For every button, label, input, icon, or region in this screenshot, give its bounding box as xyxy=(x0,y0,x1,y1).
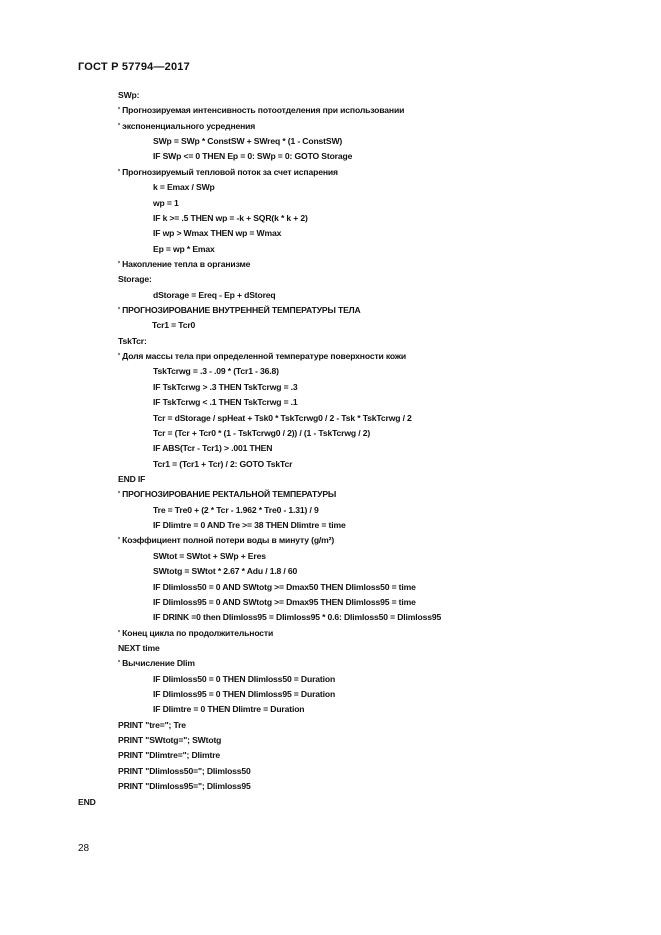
code-line: SWtot = SWtot + SWp + Eres xyxy=(153,551,266,561)
code-line: wp = 1 xyxy=(153,198,179,208)
code-line: TskTcr: xyxy=(118,336,147,346)
code-line: IF k >= .5 THEN wp = -k + SQR(k * k + 2) xyxy=(153,213,308,223)
code-line: ' Прогнозируемая интенсивность потоотделения при использовании xyxy=(118,105,405,115)
code-line: k = Emax / SWp xyxy=(153,182,215,192)
code-line: dStorage = Ereq - Ep + dStoreq xyxy=(153,290,276,300)
code-line: Tcr1 = (Tcr1 + Tcr) / 2: GOTO TskTcr xyxy=(153,459,293,469)
code-line: IF Dlimloss95 = 0 AND SWtotg >= Dmax95 THEN Dlimloss95 = time xyxy=(153,597,416,607)
code-line: IF SWp <= 0 THEN Ep = 0: SWp = 0: GOTO Storage xyxy=(153,151,353,161)
code-line: Tcr = dStorage / spHeat + Tsk0 * TskTcrwg0 / 2 - Tsk * TskTcrwg / 2 xyxy=(153,413,412,423)
code-line: SWp: xyxy=(118,90,140,100)
code-line: ' Прогнозируемый тепловой поток за счет испарения xyxy=(118,167,338,177)
code-line: PRINT "Dlimtre="; Dlimtre xyxy=(118,750,221,760)
code-line: IF Dlimloss50 = 0 AND SWtotg >= Dmax50 THEN Dlimloss50 = time xyxy=(153,582,416,592)
code-line: Ep = wp * Emax xyxy=(153,244,215,254)
code-line: PRINT "Dlimloss95="; Dlimloss95 xyxy=(118,781,251,791)
code-line: NEXT time xyxy=(118,643,160,653)
code-line: ' Коэффициент полной потери воды в минуту (g/m²) xyxy=(118,535,335,545)
page-number: 28 xyxy=(78,843,90,854)
code-line: ' Накопление тепла в организме xyxy=(118,259,251,269)
code-line: ' ПРОГНОЗИРОВАНИЕ ВНУТРЕННЕЙ ТЕМПЕРАТУРЫ ТЕЛА xyxy=(118,305,361,315)
code-line: Tre = Tre0 + (2 * Tcr - 1.962 * Tre0 - 1.31) / 9 xyxy=(153,505,319,515)
code-line: ' Конец цикла по продолжительности xyxy=(118,628,274,638)
code-line: Tcr1 = Tcr0 xyxy=(152,320,196,330)
code-line: PRINT "SWtotg="; SWtotg xyxy=(118,735,222,745)
document-header: ГОСТ Р 57794—2017 xyxy=(78,61,190,73)
code-line: IF Dlimloss50 = 0 THEN Dlimloss50 = Duration xyxy=(153,674,336,684)
code-line: IF TskTcrwg > .3 THEN TskTcrwg = .3 xyxy=(153,382,298,392)
code-line: ' экспоненциального усреднения xyxy=(118,121,256,131)
code-line: Tcr = (Tcr + Tcr0 * (1 - TskTcrwg0 / 2)) / (1 - TskTcrwg / 2) xyxy=(153,428,371,438)
code-line: PRINT "tre="; Tre xyxy=(118,720,186,730)
code-line: ' Вычисление Dlim xyxy=(118,658,195,668)
code-line: PRINT "Dlimloss50="; Dlimloss50 xyxy=(118,766,251,776)
code-line: END IF xyxy=(118,474,146,484)
code-line: IF ABS(Tcr - Tcr1) > .001 THEN xyxy=(153,443,273,453)
code-line: END xyxy=(78,797,96,807)
code-line: IF Dlimloss95 = 0 THEN Dlimloss95 = Duration xyxy=(153,689,336,699)
code-line: IF Dlimtre = 0 THEN Dlimtre = Duration xyxy=(153,704,305,714)
code-line: Storage: xyxy=(118,274,152,284)
code-line: IF Dlimtre = 0 AND Tre >= 38 THEN Dlimtre = time xyxy=(153,520,346,530)
code-line: IF DRINK =0 then Dlimloss95 = Dlimloss95 * 0.6: Dlimloss50 = Dlimloss95 xyxy=(153,612,442,622)
code-line: SWp = SWp * ConstSW + SWreq * (1 - ConstSW) xyxy=(153,136,343,146)
code-line: IF wp > Wmax THEN wp = Wmax xyxy=(153,228,282,238)
code-line: ' ПРОГНОЗИРОВАНИЕ РЕКТАЛЬНОЙ ТЕМПЕРАТУРЫ xyxy=(118,489,337,499)
code-line: ' Доля массы тела при определенной температуре поверхности кожи xyxy=(118,351,406,361)
code-line: IF TskTcrwg < .1 THEN TskTcrwg = .1 xyxy=(153,397,298,407)
code-line: TskTcrwg = .3 - .09 * (Tcr1 - 36.8) xyxy=(153,366,279,376)
code-line: SWtotg = SWtot * 2.67 * Adu / 1.8 / 60 xyxy=(153,566,298,576)
